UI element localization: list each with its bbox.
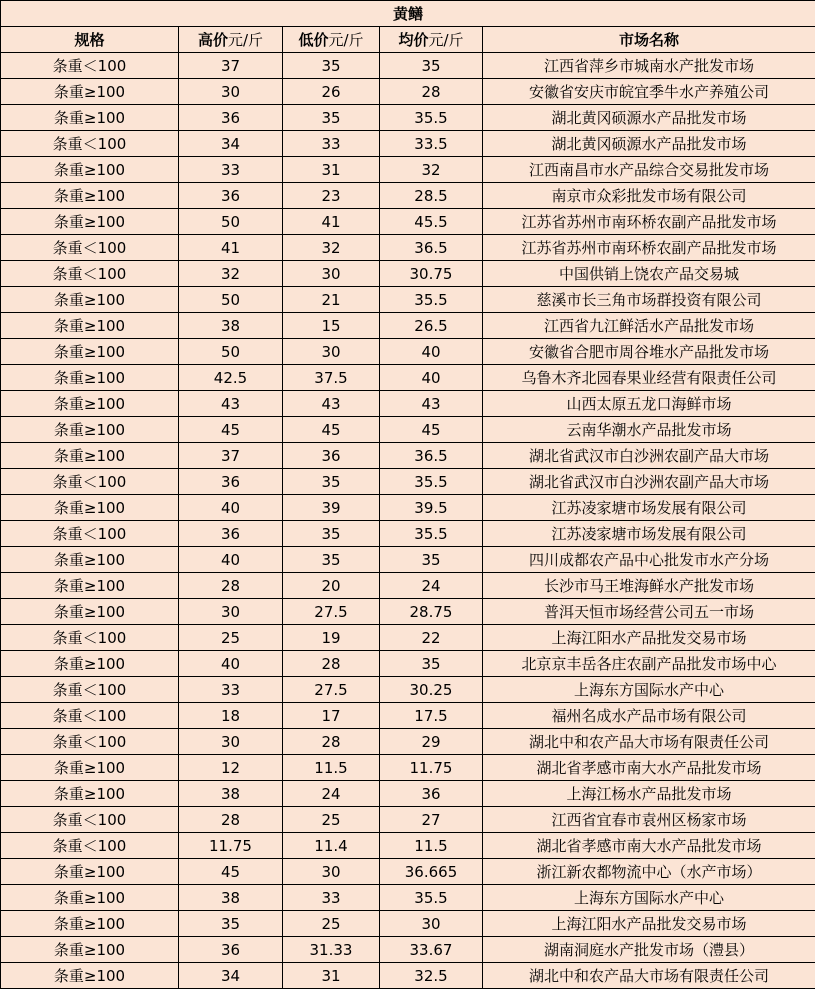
cell-spec: 条重≥100 [1,417,179,443]
cell-high: 40 [179,651,283,677]
table-row [1,417,815,443]
cell-market: 江西省宜春市袁州区杨家市场 [483,807,815,833]
cell-low: 39 [283,495,380,521]
cell-avg: 43 [380,391,483,417]
cell-low: 31 [283,157,380,183]
cell-avg: 35 [380,547,483,573]
cell-spec: 条重≥100 [1,157,179,183]
table-row [1,105,815,131]
table-row [1,287,815,313]
cell-spec: 条重＜100 [1,53,179,79]
cell-market: 云南华潮水产品批发市场 [483,417,815,443]
cell-high: 43 [179,391,283,417]
cell-avg: 35.5 [380,885,483,911]
cell-high: 28 [179,573,283,599]
cell-spec: 条重＜100 [1,469,179,495]
cell-low: 35 [283,547,380,573]
cell-spec: 条重＜100 [1,261,179,287]
cell-spec: 条重＜100 [1,521,179,547]
table-row [1,911,815,937]
cell-spec: 条重≥100 [1,547,179,573]
cell-avg: 35 [380,651,483,677]
cell-market: 上海江杨水产品批发市场 [483,781,815,807]
cell-low: 35 [283,53,380,79]
cell-avg: 35 [380,53,483,79]
cell-market: 湖北中和农产品大市场有限责任公司 [483,963,815,989]
cell-market: 江西省萍乡市城南水产批发市场 [483,53,815,79]
cell-low: 25 [283,807,380,833]
table-row [1,131,815,157]
cell-spec: 条重≥100 [1,287,179,313]
cell-high: 38 [179,781,283,807]
cell-avg: 33.5 [380,131,483,157]
cell-spec: 条重≥100 [1,781,179,807]
table-row [1,677,815,703]
cell-high: 37 [179,53,283,79]
cell-high: 34 [179,963,283,989]
cell-low: 20 [283,573,380,599]
cell-spec: 条重≥100 [1,105,179,131]
cell-market: 上海东方国际水产中心 [483,677,815,703]
cell-market: 湖北黄冈硕源水产品批发市场 [483,131,815,157]
cell-high: 30 [179,729,283,755]
cell-high: 45 [179,859,283,885]
cell-spec: 条重≥100 [1,885,179,911]
cell-low: 27.5 [283,677,380,703]
cell-low: 26 [283,79,380,105]
cell-market: 普洱天恒市场经营公司五一市场 [483,599,815,625]
cell-avg: 28.75 [380,599,483,625]
cell-market: 江西南昌市水产品综合交易批发市场 [483,157,815,183]
table-row [1,339,815,365]
cell-low: 11.5 [283,755,380,781]
cell-market: 湖北中和农产品大市场有限责任公司 [483,729,815,755]
cell-spec: 条重＜100 [1,235,179,261]
cell-low: 23 [283,183,380,209]
cell-high: 50 [179,287,283,313]
cell-high: 30 [179,599,283,625]
cell-avg: 36 [380,781,483,807]
title-row [1,1,815,27]
cell-spec: 条重≥100 [1,911,179,937]
cell-low: 31.33 [283,937,380,963]
cell-market: 安徽省安庆市皖宜季牛水产养殖公司 [483,79,815,105]
table-row [1,833,815,859]
cell-low: 30 [283,339,380,365]
cell-low: 32 [283,235,380,261]
cell-market: 慈溪市长三角市场群投资有限公司 [483,287,815,313]
cell-avg: 33.67 [380,937,483,963]
cell-avg: 29 [380,729,483,755]
table-row [1,703,815,729]
cell-avg: 30.25 [380,677,483,703]
cell-market: 北京京丰岳各庄农副产品批发市场中心 [483,651,815,677]
table-row [1,625,815,651]
cell-avg: 40 [380,365,483,391]
cell-low: 31 [283,963,380,989]
cell-market: 乌鲁木齐北园春果业经营有限责任公司 [483,365,815,391]
cell-spec: 条重＜100 [1,131,179,157]
cell-high: 33 [179,157,283,183]
cell-avg: 35.5 [380,469,483,495]
table-row [1,79,815,105]
cell-avg: 40 [380,339,483,365]
cell-avg: 39.5 [380,495,483,521]
cell-avg: 35.5 [380,105,483,131]
cell-high: 35 [179,911,283,937]
cell-spec: 条重≥100 [1,339,179,365]
cell-high: 36 [179,937,283,963]
cell-high: 34 [179,131,283,157]
cell-avg: 24 [380,573,483,599]
cell-avg: 36.665 [380,859,483,885]
cell-low: 36 [283,443,380,469]
cell-avg: 36.5 [380,235,483,261]
cell-low: 33 [283,885,380,911]
cell-avg: 36.5 [380,443,483,469]
cell-high: 40 [179,547,283,573]
cell-market: 南京市众彩批发市场有限公司 [483,183,815,209]
table-row [1,365,815,391]
cell-low: 37.5 [283,365,380,391]
cell-high: 36 [179,521,283,547]
cell-avg: 32.5 [380,963,483,989]
header-low: 低价元/斤 [283,27,380,53]
cell-high: 50 [179,339,283,365]
cell-low: 30 [283,859,380,885]
cell-spec: 条重＜100 [1,807,179,833]
table-row [1,235,815,261]
cell-spec: 条重≥100 [1,443,179,469]
cell-spec: 条重≥100 [1,495,179,521]
cell-high: 18 [179,703,283,729]
cell-avg: 30 [380,911,483,937]
cell-market: 湖北黄冈硕源水产品批发市场 [483,105,815,131]
cell-spec: 条重≥100 [1,365,179,391]
cell-avg: 30.75 [380,261,483,287]
cell-spec: 条重≥100 [1,183,179,209]
cell-avg: 45.5 [380,209,483,235]
cell-market: 安徽省合肥市周谷堆水产品批发市场 [483,339,815,365]
cell-high: 36 [179,469,283,495]
cell-avg: 28.5 [380,183,483,209]
cell-avg: 35.5 [380,287,483,313]
cell-avg: 17.5 [380,703,483,729]
cell-high: 28 [179,807,283,833]
cell-low: 19 [283,625,380,651]
cell-low: 35 [283,521,380,547]
cell-high: 42.5 [179,365,283,391]
table-row [1,183,815,209]
cell-high: 38 [179,313,283,339]
cell-avg: 45 [380,417,483,443]
cell-spec: 条重≥100 [1,209,179,235]
header-avg: 均价元/斤 [380,27,483,53]
table-row [1,391,815,417]
cell-high: 25 [179,625,283,651]
header-high: 高价元/斤 [179,27,283,53]
cell-high: 36 [179,105,283,131]
cell-avg: 22 [380,625,483,651]
cell-avg: 35.5 [380,521,483,547]
cell-low: 28 [283,651,380,677]
cell-market: 上海江阳水产品批发交易市场 [483,625,815,651]
cell-spec: 条重＜100 [1,703,179,729]
cell-market: 福州名成水产品市场有限公司 [483,703,815,729]
cell-avg: 28 [380,79,483,105]
cell-market: 湖北省武汉市白沙洲农副产品大市场 [483,469,815,495]
cell-avg: 27 [380,807,483,833]
cell-market: 江苏凌家塘市场发展有限公司 [483,521,815,547]
cell-market: 四川成都农产品中心批发市水产分场 [483,547,815,573]
table-row [1,963,815,989]
table-row [1,755,815,781]
header-market: 市场名称 [483,27,815,53]
table-row [1,209,815,235]
cell-spec: 条重＜100 [1,833,179,859]
cell-spec: 条重≥100 [1,755,179,781]
cell-spec: 条重≥100 [1,937,179,963]
cell-spec: 条重＜100 [1,625,179,651]
cell-market: 江苏省苏州市南环桥农副产品批发市场 [483,235,815,261]
table-row [1,443,815,469]
header-spec: 规格 [1,27,179,53]
header-row [1,27,815,53]
table-row [1,651,815,677]
table-row [1,157,815,183]
cell-low: 27.5 [283,599,380,625]
cell-spec: 条重≥100 [1,859,179,885]
cell-low: 28 [283,729,380,755]
cell-low: 24 [283,781,380,807]
table-row [1,807,815,833]
cell-low: 35 [283,105,380,131]
cell-spec: 条重≥100 [1,391,179,417]
cell-market: 江西省九江鲜活水产品批发市场 [483,313,815,339]
cell-market: 湖北省孝感市南大水产品批发市场 [483,755,815,781]
cell-market: 浙江新农都物流中心（水产市场） [483,859,815,885]
table-row [1,885,815,911]
table-title: 黄鳝 [1,1,815,27]
cell-high: 32 [179,261,283,287]
cell-avg: 11.5 [380,833,483,859]
cell-spec: 条重≥100 [1,573,179,599]
cell-spec: 条重≥100 [1,79,179,105]
cell-low: 15 [283,313,380,339]
table-row [1,495,815,521]
cell-avg: 11.75 [380,755,483,781]
cell-avg: 26.5 [380,313,483,339]
table-row [1,547,815,573]
cell-high: 11.75 [179,833,283,859]
table-row [1,521,815,547]
cell-low: 35 [283,469,380,495]
table-row [1,261,815,287]
table-row [1,573,815,599]
table-row [1,53,815,79]
cell-high: 45 [179,417,283,443]
cell-market: 上海江阳水产品批发交易市场 [483,911,815,937]
table-row [1,937,815,963]
cell-avg: 32 [380,157,483,183]
cell-market: 江苏凌家塘市场发展有限公司 [483,495,815,521]
table-row [1,599,815,625]
cell-high: 40 [179,495,283,521]
cell-spec: 条重≥100 [1,599,179,625]
cell-market: 湖南洞庭水产批发市场（澧县） [483,937,815,963]
cell-market: 湖北省武汉市白沙洲农副产品大市场 [483,443,815,469]
cell-low: 45 [283,417,380,443]
cell-spec: 条重≥100 [1,313,179,339]
cell-high: 41 [179,235,283,261]
cell-low: 21 [283,287,380,313]
cell-high: 33 [179,677,283,703]
cell-high: 36 [179,183,283,209]
cell-high: 12 [179,755,283,781]
cell-low: 33 [283,131,380,157]
cell-market: 长沙市马王堆海鲜水产批发市场 [483,573,815,599]
table-row [1,859,815,885]
cell-low: 43 [283,391,380,417]
cell-low: 17 [283,703,380,729]
cell-spec: 条重＜100 [1,677,179,703]
cell-high: 37 [179,443,283,469]
cell-low: 30 [283,261,380,287]
table-row [1,781,815,807]
cell-market: 江苏省苏州市南环桥农副产品批发市场 [483,209,815,235]
cell-spec: 条重≥100 [1,651,179,677]
cell-high: 30 [179,79,283,105]
cell-market: 山西太原五龙口海鲜市场 [483,391,815,417]
cell-market: 中国供销上饶农产品交易城 [483,261,815,287]
cell-market: 湖北省孝感市南大水产品批发市场 [483,833,815,859]
cell-high: 50 [179,209,283,235]
table-row [1,729,815,755]
cell-spec: 条重≥100 [1,963,179,989]
cell-low: 41 [283,209,380,235]
table-row [1,313,815,339]
cell-low: 11.4 [283,833,380,859]
cell-low: 25 [283,911,380,937]
cell-spec: 条重＜100 [1,729,179,755]
cell-market: 上海东方国际水产中心 [483,885,815,911]
cell-high: 38 [179,885,283,911]
table-row [1,469,815,495]
